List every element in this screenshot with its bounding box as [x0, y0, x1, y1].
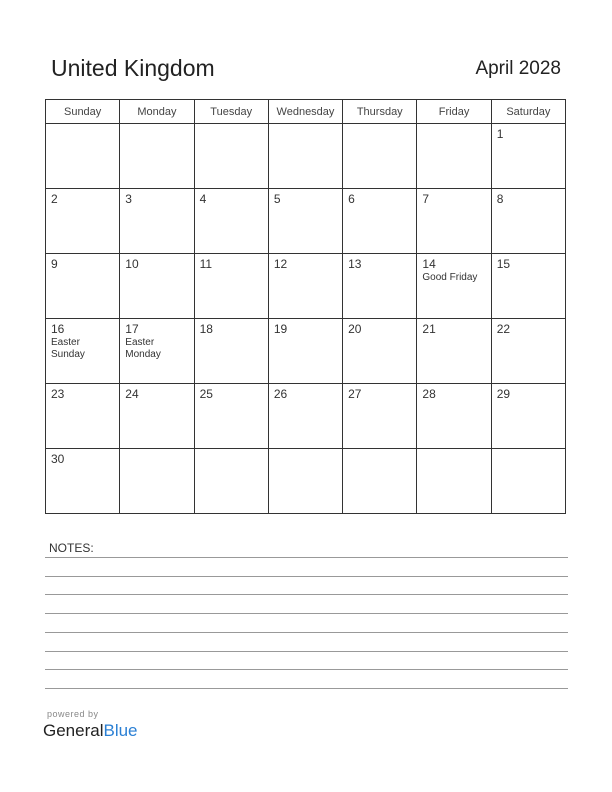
note-line [45, 557, 568, 558]
day-number: 16 [51, 322, 65, 336]
day-number: 2 [51, 192, 58, 206]
day-number: 27 [348, 387, 362, 401]
calendar-week-row [46, 189, 566, 254]
calendar-grid [45, 99, 566, 514]
day-cell [46, 449, 120, 514]
day-number: 8 [496, 192, 504, 206]
day-number: 29 [496, 387, 511, 401]
day-cell [120, 189, 194, 254]
note-line [45, 613, 568, 614]
empty-day-cell [120, 449, 194, 514]
day-cell [343, 189, 417, 254]
note-line [45, 651, 568, 652]
empty-day-cell [343, 124, 417, 189]
day-number: 30 [51, 452, 65, 466]
day-cell [343, 319, 417, 384]
empty-day-cell [417, 449, 491, 514]
day-number: 5 [273, 192, 281, 206]
day-number: 4 [199, 192, 207, 206]
calendar-week-row [46, 254, 566, 319]
holiday-label: Good Friday [422, 272, 478, 283]
day-cell [343, 254, 417, 319]
calendar-week-row [46, 449, 566, 514]
day-number: 22 [496, 322, 511, 336]
day-cell [46, 189, 120, 254]
day-number: 18 [199, 322, 213, 336]
day-cell [417, 254, 491, 319]
empty-day-cell [417, 124, 491, 189]
day-number: 19 [273, 322, 288, 336]
day-number: 21 [422, 322, 436, 336]
note-line [45, 576, 568, 577]
day-cell [491, 254, 565, 319]
empty-day-cell [491, 449, 565, 514]
weekday-header: Wednesday [268, 100, 342, 124]
weekday-header-row [46, 100, 566, 124]
day-cell [194, 189, 268, 254]
day-cell [120, 319, 194, 384]
holiday-label: Easter Sunday [51, 337, 85, 360]
day-number: 1 [496, 127, 504, 141]
day-number: 15 [496, 257, 511, 271]
calendar-week-row [46, 319, 566, 384]
day-cell [268, 319, 342, 384]
day-cell [491, 319, 565, 384]
calendar-week-row [46, 124, 566, 189]
day-cell [46, 384, 120, 449]
day-number: 12 [273, 257, 288, 271]
day-cell [120, 254, 194, 319]
day-number: 28 [422, 387, 436, 401]
empty-day-cell [194, 449, 268, 514]
weekday-header: Monday [120, 100, 194, 124]
logo-blue: Blue [103, 721, 138, 740]
day-cell [194, 384, 268, 449]
day-number: 23 [51, 387, 65, 401]
day-number: 25 [199, 387, 213, 401]
note-line [45, 594, 568, 595]
empty-day-cell [120, 124, 194, 189]
calendar-month-title: April 2028 [475, 58, 561, 79]
day-cell [417, 384, 491, 449]
day-cell [417, 189, 491, 254]
logo-general: General [43, 721, 104, 740]
empty-day-cell [194, 124, 268, 189]
day-number: 26 [273, 387, 288, 401]
generalblue-logo[interactable] [43, 721, 138, 741]
day-cell [268, 384, 342, 449]
day-cell [343, 384, 417, 449]
day-number: 9 [51, 257, 58, 271]
holiday-label: Easter Monday [125, 337, 161, 360]
day-number: 10 [125, 257, 139, 271]
weekday-header: Sunday [46, 100, 120, 124]
calendar-week-row [46, 384, 566, 449]
day-number: 20 [348, 322, 362, 336]
day-number: 13 [348, 257, 362, 271]
day-cell [491, 384, 565, 449]
day-number: 11 [199, 257, 213, 271]
day-number: 24 [125, 387, 139, 401]
powered-by-text: powered by [47, 709, 99, 719]
day-cell [491, 189, 565, 254]
empty-day-cell [46, 124, 120, 189]
day-cell [194, 254, 268, 319]
day-number: 14 [422, 257, 436, 271]
weekday-header: Tuesday [194, 100, 268, 124]
day-cell [417, 319, 491, 384]
note-line [45, 632, 568, 633]
day-cell [120, 384, 194, 449]
day-cell [268, 254, 342, 319]
day-number: 17 [125, 322, 139, 336]
weekday-header: Saturday [491, 100, 565, 124]
weekday-header: Friday [417, 100, 491, 124]
day-number: 7 [422, 192, 430, 206]
day-cell [268, 189, 342, 254]
weekday-header: Thursday [343, 100, 417, 124]
empty-day-cell [268, 449, 342, 514]
day-cell [491, 124, 565, 189]
note-line [45, 669, 568, 670]
note-line [45, 688, 568, 689]
calendar-country-title: United Kingdom [51, 55, 215, 81]
day-cell [194, 319, 268, 384]
day-cell [46, 254, 120, 319]
empty-day-cell [343, 449, 417, 514]
day-number: 6 [348, 192, 355, 206]
day-number: 3 [125, 192, 132, 206]
notes-label: NOTES: [49, 541, 94, 555]
day-cell [46, 319, 120, 384]
empty-day-cell [268, 124, 342, 189]
